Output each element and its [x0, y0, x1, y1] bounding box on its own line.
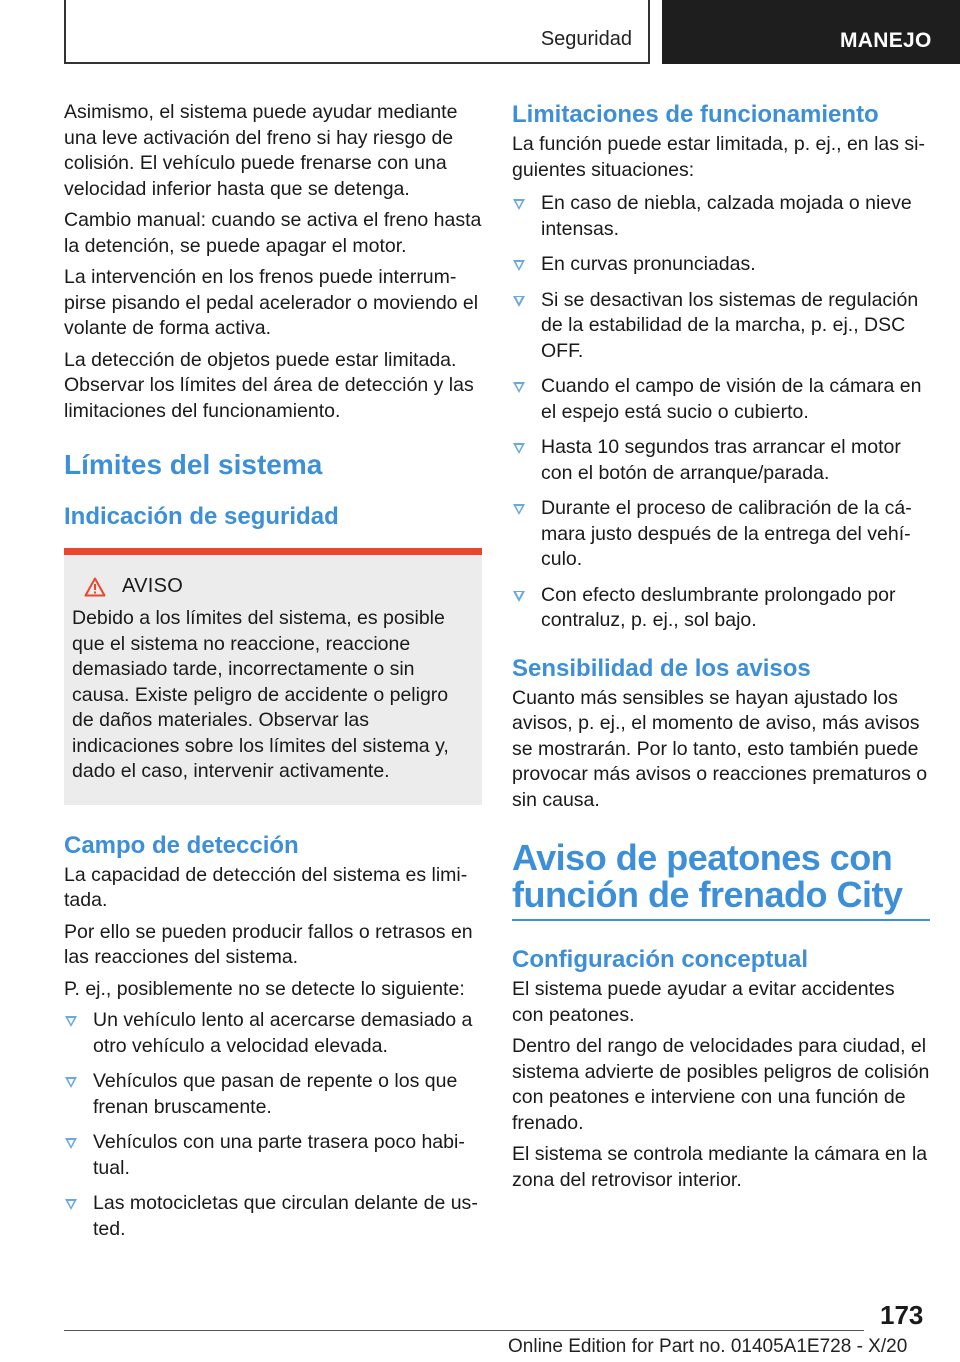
heading-system-limits: Límites del sistema — [64, 449, 323, 480]
heading-warning-sensitivity: Sensibilidad de los avisos — [512, 654, 811, 682]
paragraph: La intervención en los frenos puede interrumpirse pisando el pedal acelerador o moviendo el volante de forma activa. — [64, 266, 479, 339]
list-item: En curvas pronunciadas. — [512, 252, 930, 278]
warning-body: Debido a los límites del sistema, es posible que el sistema no reaccione, reaccione demasiado tarde, incorrectamente o sin causa. Existe peligro de accidente o peligro de daños materiales. Observar las indicaciones sobre los límites del sistema y, dado el caso, intervenir activamente. — [72, 607, 449, 782]
paragraph: Cambio manual: cuando se activa el freno hasta la detención, se puede apagar el motor. — [64, 209, 482, 257]
right-column — [512, 100, 930, 1199]
list-item: Vehículos que pasan de repente o los que frenan bruscamente. — [64, 1069, 482, 1120]
list-item: Con efecto deslumbrante prolongado por contraluz, p. ej., sol bajo. — [512, 583, 930, 634]
footer-edition-text: Online Edition for Part no. 01405A1E728 - X/20 — [508, 1336, 908, 1357]
heading-safety-notice: Indicación de seguridad — [64, 503, 339, 530]
triangle-bullet-icon — [513, 504, 525, 515]
warning-box — [64, 548, 482, 805]
footer-divider — [64, 1330, 864, 1331]
warning-header — [72, 575, 474, 598]
paragraph: La detección de objetos puede estar limitada. Observar los límites del área de detección y las limitaciones del funcionamiento. — [64, 348, 474, 422]
triangle-bullet-icon — [65, 1016, 77, 1027]
paragraph: El sistema puede ayudar a evitar accidentes con peatones. — [512, 978, 895, 1026]
header-section-box — [64, 0, 650, 64]
list-item: Las motocicletas que circulan delante de usted. — [64, 1191, 482, 1242]
heading-functional-limitations: Limitaciones de funcionamiento — [512, 101, 879, 128]
triangle-bullet-icon — [65, 1077, 77, 1088]
heading-conceptual-configuration: Configuración conceptual — [512, 946, 809, 973]
triangle-bullet-icon — [513, 260, 525, 271]
list-item: Durante el proceso de calibración de la cámara justo después de la entrega del vehículo. — [512, 496, 930, 573]
left-column — [64, 100, 482, 1252]
list-item: Cuando el campo de visión de la cámara en el espejo está sucio o cubierto. — [512, 374, 930, 425]
warning-title: AVISO — [122, 575, 184, 597]
triangle-bullet-icon — [65, 1138, 77, 1149]
detection-limits-list — [64, 1008, 482, 1242]
list-item: Hasta 10 segundos tras arrancar el motor con el botón de arranque/parada. — [512, 435, 930, 486]
triangle-bullet-icon — [513, 296, 525, 307]
paragraph: La capacidad de detección del sistema es limitada. — [64, 863, 468, 911]
heading-pedestrian-warning: Aviso de peatones con función de frenado City — [512, 837, 903, 915]
page-number: 173 — [880, 1300, 924, 1330]
triangle-bullet-icon — [513, 591, 525, 602]
list-item: Un vehículo lento al acercarse demasiado a otro vehículo a velocidad elevada. — [64, 1008, 482, 1059]
header-section-title: Seguridad — [540, 28, 632, 50]
header-chapter-tab — [662, 0, 960, 64]
heading-underline — [512, 919, 930, 921]
triangle-bullet-icon — [65, 1199, 77, 1210]
list-item: En caso de niebla, calzada mojada o nieve intensas. — [512, 191, 930, 242]
paragraph: P. ej., posiblemente no se detecte lo siguiente: — [64, 977, 465, 1000]
warning-triangle-icon — [84, 577, 106, 597]
paragraph: La función puede estar limitada, p. ej., en las siguientes situaciones: — [512, 133, 925, 181]
triangle-bullet-icon — [513, 443, 525, 454]
list-item: Vehículos con una parte trasera poco habitual. — [64, 1130, 482, 1181]
triangle-bullet-icon — [513, 199, 525, 210]
limitations-list — [512, 191, 930, 634]
header-chapter-title: MANEJO — [840, 29, 932, 52]
paragraph: El sistema se controla mediante la cámara en la zona del retrovisor interior. — [512, 1143, 928, 1191]
heading-detection-field: Campo de detección — [64, 831, 299, 859]
paragraph: Dentro del rango de velocidades para ciudad, el sistema advierte de posibles peligros de colisión con peatones e interviene con una función de frenado. — [512, 1035, 930, 1134]
triangle-bullet-icon — [513, 382, 525, 393]
list-item: Si se desactivan los sistemas de regulación de la estabilidad de la marcha, p. ej., DSC OFF. — [512, 288, 930, 365]
paragraph: Por ello se pueden producir fallos o retrasos en las reacciones del sistema. — [64, 920, 473, 968]
paragraph: Asimismo, el sistema puede ayudar mediante una leve activación del freno si hay riesgo de colisión. El vehículo puede frenarse con una velocidad inferior hasta que se detenga. — [64, 101, 458, 200]
paragraph: Cuanto más sensibles se hayan ajustado los avisos, p. ej., el momento de aviso, más avisos se mostrarán. Por lo tanto, esto también puede provocar más avisos o reacciones prematuros o sin causa. — [512, 686, 928, 811]
